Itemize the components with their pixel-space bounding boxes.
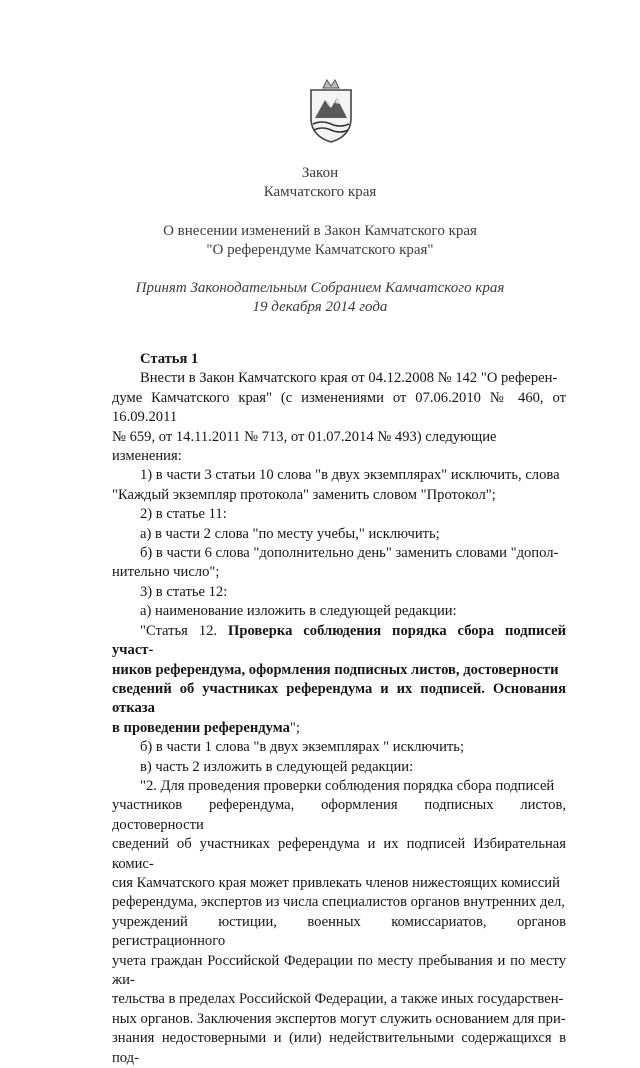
- adoption-date-line: 19 декабря 2014 года: [252, 299, 388, 315]
- body-line: б) в части 1 слова "в двух экземплярах " исключить;: [140, 739, 464, 756]
- body-line: 3) в статье 12:: [140, 583, 228, 600]
- article-12-title-part: Проверка соблюдения порядка сбора подписей участ-: [112, 622, 566, 659]
- law-title-line1: Закон: [301, 165, 339, 181]
- article-heading: Статья 1: [140, 351, 199, 367]
- body-line: "2. Для проведения проверки соблюдения порядка сбора подписей: [140, 777, 555, 794]
- body-line: в) часть 2 изложить в следующей редакции:: [140, 758, 414, 775]
- body-line: 2) в статье 11:: [140, 506, 227, 523]
- article-12-title-part: сведений об участниках референдума и их подписей. Основания отказа: [112, 680, 566, 717]
- body-line: знания недостоверными и (или) недействительными содержащихся в под-: [112, 1030, 566, 1066]
- law-subject-line1: О внесении изменений в Закон Камчатского края: [163, 223, 477, 239]
- body-line: а) наименование изложить в следующей редакции:: [140, 603, 457, 620]
- body-line: участников референдума, оформления подписных листов, достоверности: [112, 797, 566, 833]
- body-line: [112, 719, 566, 738]
- body-line: 1) в части 3 статьи 10 слова "в двух экземплярах" исключить, слова: [140, 467, 560, 484]
- law-subject-line2: "О референдуме Камчатского края": [206, 242, 434, 258]
- body-line: Внести в Закон Камчатского края от 04.12.2008 № 142 "О референ-: [140, 370, 558, 387]
- body-line: № 659, от 14.11.2011 № 713, от 01.07.2014 № 493) следующие изменения:: [112, 428, 497, 465]
- body-line: ных органов. Заключения экспертов могут служить основанием для при-: [112, 1010, 566, 1027]
- article-12-title-part: в проведении референдума: [112, 719, 290, 736]
- body-line: думе Камчатского края" (с изменениями от 07.06.2010 № 460, от 16.09.2011: [112, 389, 566, 426]
- quote-prefix: "Статья 12.: [140, 622, 229, 639]
- body-line: учета граждан Российской Федерации по месту пребывания и по месту жи-: [112, 952, 566, 988]
- body-line: сия Камчатского края может привлекать членов нижестоящих комиссий: [112, 874, 560, 891]
- body-line: [112, 622, 566, 661]
- quote-suffix: ";: [289, 719, 300, 736]
- body-line: а) в части 2 слова "по месту учебы," исключить;: [140, 525, 440, 542]
- body-line: референдума, экспертов из числа специалистов органов внутренних дел,: [112, 894, 565, 911]
- article-12-title-part: ников референдума, оформления подписных листов, достоверности: [112, 661, 559, 678]
- body-line: б) в части 6 слова "дополнительно день" заменить словами "допол-: [140, 545, 559, 562]
- body-line: учреждений юстиции, военных комиссариатов, органов регистрационного: [112, 913, 566, 950]
- body-line: нительно число";: [112, 564, 220, 581]
- body-line: тельства в пределах Российской Федерации, а также иных государствен-: [112, 991, 564, 1008]
- adoption-line1: Принят Законодательным Собранием Камчатского края: [135, 280, 505, 296]
- kamchatka-coat-of-arms-icon: [305, 78, 357, 144]
- law-body: [112, 350, 566, 1068]
- law-title-line2: Камчатского края: [263, 184, 377, 200]
- body-line: "Каждый экземпляр протокола" заменить словом "Протокол";: [112, 486, 496, 503]
- body-line: сведений об участниках референдума и их подписей Избирательная комис-: [112, 836, 566, 872]
